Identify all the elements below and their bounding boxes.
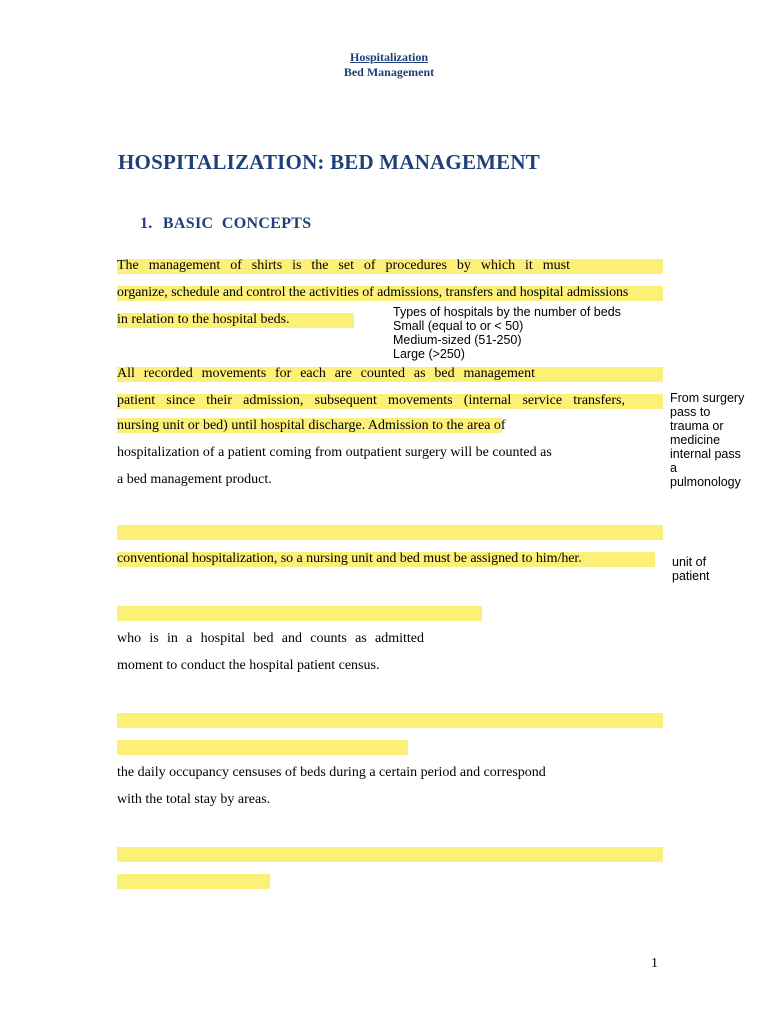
paragraph-fragment: nursing unit or bed) until hospital discharge. Admission to the — [117, 418, 464, 433]
callout-line: a — [670, 461, 677, 475]
paragraph-line: hospitalization of a patient coming from outpatient surgery will be counted as — [117, 445, 552, 460]
paragraph-line: a bed management product. — [117, 472, 272, 487]
header-link[interactable]: Hospitalization — [349, 50, 428, 64]
paragraph-line: patient since their admission, subsequent movements (internal service transfers, — [117, 393, 625, 408]
section-number: 1. — [140, 215, 153, 232]
callout-line: unit of — [672, 555, 707, 569]
callout-line: pass to — [670, 405, 711, 419]
paragraph-line: the daily occupancy censuses of beds during a certain period and correspond — [117, 765, 546, 780]
hospital-types-callout — [393, 305, 621, 361]
section-label: BASIC CONCEPTS — [162, 215, 312, 232]
section-heading — [140, 215, 311, 233]
callout-line: Medium-sized (51-250) — [393, 333, 522, 347]
paragraph-line: in relation to the hospital beds. — [117, 312, 290, 327]
callout-line: medicine — [670, 433, 721, 447]
callout-line: Large (>250) — [393, 347, 465, 361]
highlight-bar — [117, 740, 408, 755]
highlight-bar — [117, 606, 482, 621]
highlight-bar — [117, 847, 663, 862]
callout-line: patient — [672, 569, 710, 583]
highlight-bar — [117, 525, 663, 540]
paragraph-line: moment to conduct the hospital patient census. — [117, 658, 380, 673]
paragraph-fragment: area of — [463, 418, 506, 433]
paragraph-line: who is in a hospital bed and counts as admitted — [117, 631, 424, 646]
highlight-bar — [117, 713, 663, 728]
callout-line: Types of hospitals by the number of beds — [393, 305, 621, 319]
callout-line: trauma or — [670, 419, 724, 433]
paragraph-line: organize, schedule and control the activities of admissions, transfers and hospital admissions — [117, 285, 629, 300]
callout-line: internal pass — [670, 447, 741, 461]
page-number: 1 — [651, 956, 658, 971]
paragraph-line: with the total stay by areas. — [117, 792, 271, 807]
callout-line: pulmonology — [670, 475, 741, 489]
surgery-callout — [670, 391, 744, 489]
highlight-bar — [117, 874, 270, 889]
paragraph-line — [117, 418, 506, 434]
header-subtitle: Bed Management — [343, 65, 435, 79]
callout-line: From surgery — [670, 391, 745, 405]
paragraph-line: conventional hospitalization, so a nursing unit and bed must be assigned to him/her. — [117, 551, 582, 566]
callout-line: Small (equal to or < 50) — [393, 319, 524, 333]
document-title: HOSPITALIZATION: BED MANAGEMENT — [118, 150, 540, 174]
unit-callout — [672, 555, 710, 583]
paragraph-line: All recorded movements for each are counted as bed management — [117, 366, 535, 381]
paragraph-line: The management of shirts is the set of procedures by which it must — [117, 258, 570, 273]
